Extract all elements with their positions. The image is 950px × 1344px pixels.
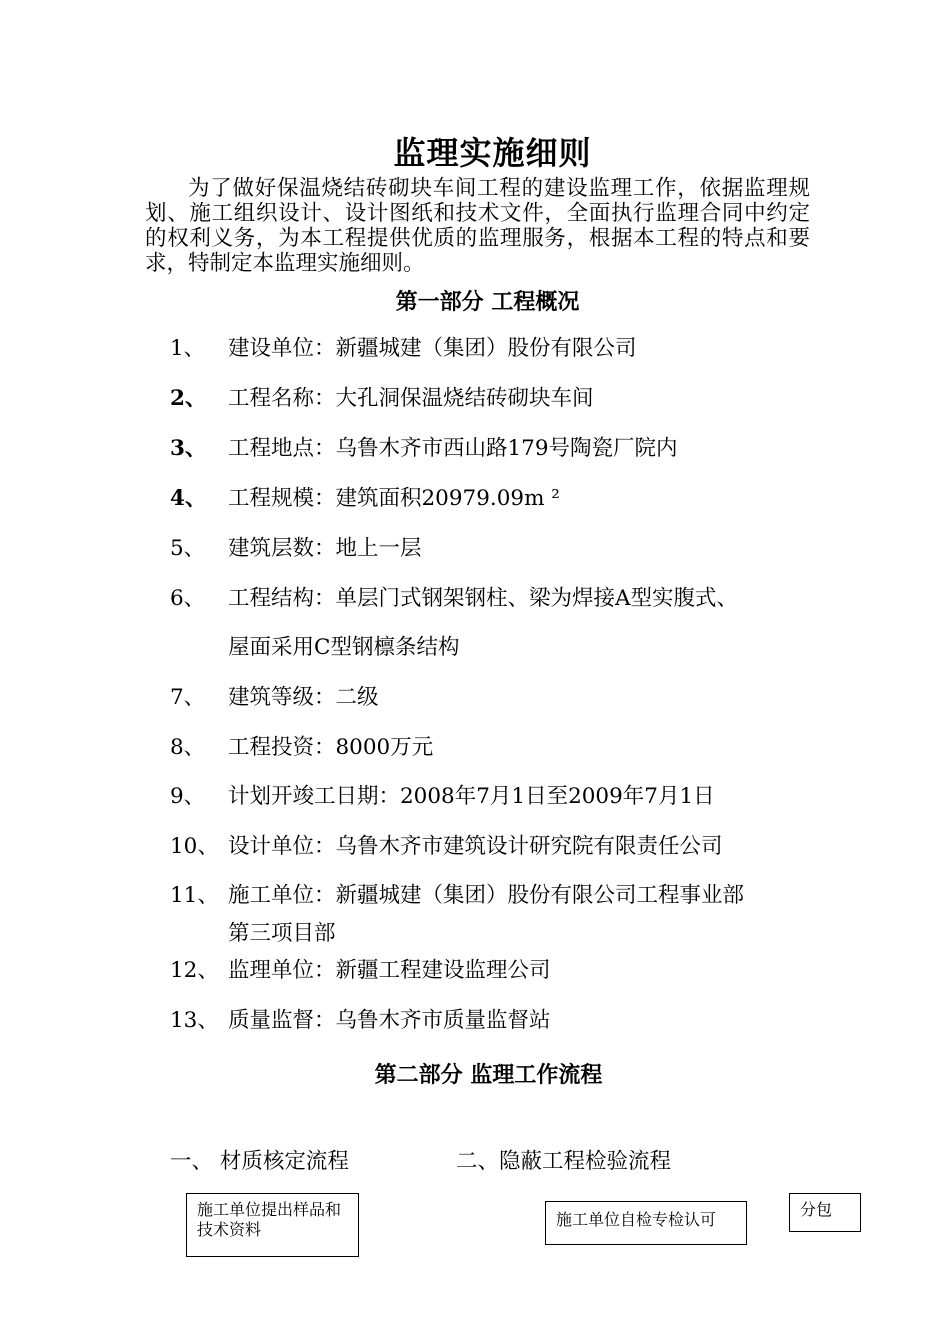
item-text: 工程规模：建筑面积20979.09m ² [228, 486, 560, 511]
flow2-label: 二、隐蔽工程检验流程 [456, 1149, 672, 1174]
item-text: 屋面采用C型钢檩条结构 [228, 635, 460, 660]
flow-box-sample-submission: 施工单位提出样品和技术资料 [186, 1193, 359, 1257]
part2-heading: 第二部分 监理工作流程 [374, 1062, 603, 1088]
item-text: 工程名称：大孔洞保温烧结砖砌块车间 [228, 386, 594, 411]
intro-paragraph [145, 176, 810, 276]
item-text: 建筑层数：地上一层 [228, 536, 422, 561]
item-text: 监理单位：新疆工程建设监理公司 [228, 958, 551, 983]
item-text: 建筑等级：二级 [228, 685, 379, 710]
item-text: 工程投资：8000万元 [228, 735, 434, 760]
part1-heading: 第一部分 工程概况 [395, 289, 580, 315]
item-text: 工程结构：单层门式钢架钢柱、梁为焊接A型实腹式、 [228, 586, 739, 611]
item-number: 10、 [170, 834, 219, 859]
item-number: 9、 [170, 784, 206, 809]
item-number: 7、 [170, 685, 206, 710]
item-number: 8、 [170, 735, 206, 760]
item-number: 12、 [170, 958, 219, 983]
item-text: 质量监督：乌鲁木齐市质量监督站 [228, 1008, 551, 1033]
item-text: 第三项目部 [228, 921, 336, 946]
flow-box-self-inspection: 施工单位自检专检认可 [545, 1201, 747, 1245]
item-text: 施工单位：新疆城建（集团）股份有限公司工程事业部 [228, 883, 745, 908]
item-text: 设计单位：乌鲁木齐市建筑设计研究院有限责任公司 [228, 834, 723, 859]
item-text: 工程地点：乌鲁木齐市西山路179号陶瓷厂院内 [228, 436, 678, 461]
item-number: 13、 [170, 1008, 219, 1033]
item-number: 6、 [170, 586, 206, 611]
item-number: 4、 [170, 486, 207, 511]
flow1-label: 一、 材质核定流程 [170, 1149, 349, 1174]
item-number: 1、 [170, 336, 206, 361]
page-title: 监理实施细则 [393, 134, 592, 172]
item-number: 5、 [170, 536, 206, 561]
item-number: 3、 [170, 436, 207, 461]
item-number: 2、 [170, 386, 207, 411]
item-text: 计划开竣工日期：2008年7月1日至2009年7月1日 [228, 784, 715, 809]
intro-text: 为了做好保温烧结砖砌块车间工程的建设监理工作，依据监理规划、施工组织设计、设计图纸和技术文件，全面执行监理合同中约定的权利义务，为本工程提供优质的监理服务，根据本工程的特点和要求，特制定本监理实施细则。 [145, 176, 810, 276]
item-number: 11、 [170, 883, 219, 908]
item-text: 建设单位：新疆城建（集团）股份有限公司 [228, 336, 637, 361]
flow-box-subcontract: 分包 [789, 1193, 861, 1232]
